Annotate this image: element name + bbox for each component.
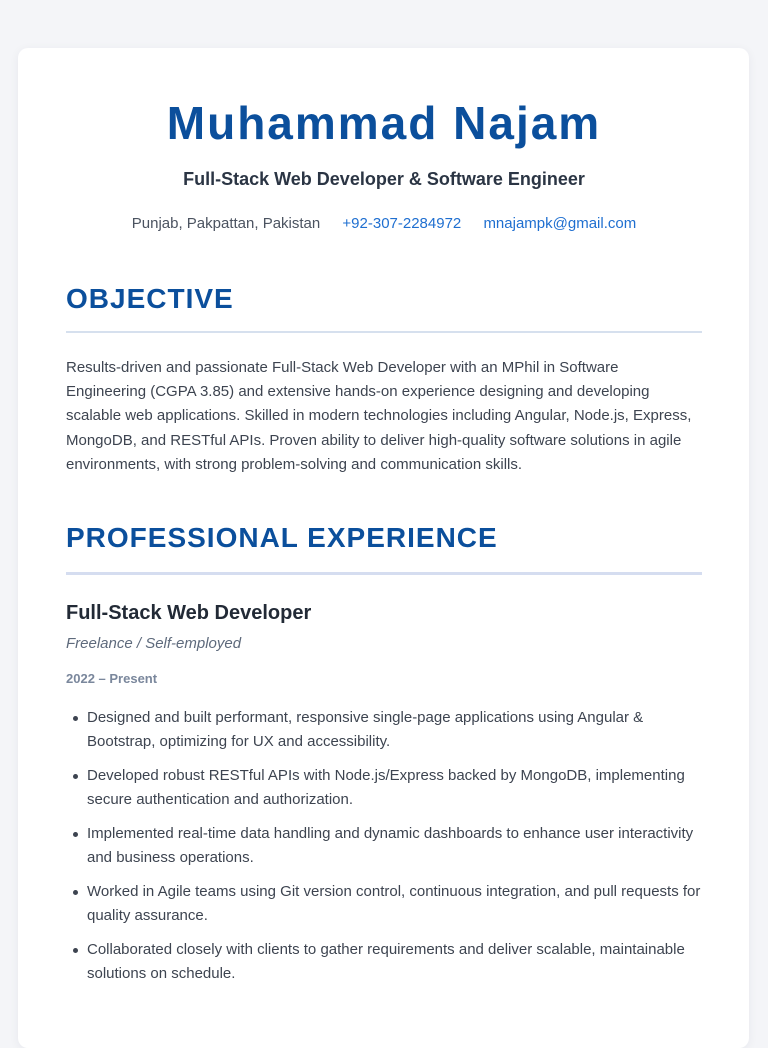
job-bullet <box>66 938 702 986</box>
job-bullet-list <box>66 706 702 996</box>
job-bullet <box>66 880 702 928</box>
job-dates: 2022 – Present <box>66 671 158 686</box>
job-title: Full-Stack Web Developer <box>66 602 312 624</box>
location-text: Punjab, Pakpattan, Pakistan <box>131 215 321 232</box>
job-bullet-text: Worked in Agile teams using Git version control, continuous integration, and pull requests for quality assurance. <box>87 883 701 924</box>
experience-divider <box>66 572 702 575</box>
job-bullet <box>66 764 702 812</box>
candidate-title: Full-Stack Web Developer & Software Engineer <box>183 169 585 189</box>
job-bullet-text: Designed and built performant, responsive single-page applications using Angular & Bootstrap, optimizing for UX and accessibility. <box>87 709 644 750</box>
job-bullet <box>66 822 702 870</box>
bullet-dot-icon <box>73 890 78 895</box>
job-company: Freelance / Self-employed <box>66 635 242 652</box>
bullet-dot-icon <box>73 774 78 779</box>
objective-text: Results-driven and passionate Full-Stack Web Developer with an MPhil in Software Engineering (CGPA 3.85) and extensive hands-on experience designing and developing scalable web applications. Skilled in modern technologies including Angular, Node.js, Express, MongoDB, and RESTful APIs. Proven ability to deliver high-quality software solutions in agile environments, with strong problem-solving and communication skills. <box>66 359 692 473</box>
phone-link[interactable]: +92-307-2284972 <box>342 215 462 232</box>
objective-divider <box>66 331 702 333</box>
contact-info <box>0 214 768 234</box>
job-bullet <box>66 706 702 754</box>
bullet-dot-icon <box>73 832 78 837</box>
bullet-dot-icon <box>73 948 78 953</box>
job-bullet-text: Implemented real-time data handling and dynamic dashboards to enhance user interactivity and business operations. <box>87 825 694 866</box>
job-bullet-text: Collaborated closely with clients to gather requirements and deliver scalable, maintainable solutions on schedule. <box>87 941 685 982</box>
objective-heading: OBJECTIVE <box>66 283 234 314</box>
job-bullet-text: Developed robust RESTful APIs with Node.js/Express backed by MongoDB, implementing secure authentication and authorization. <box>87 767 685 808</box>
experience-heading: PROFESSIONAL EXPERIENCE <box>66 522 498 553</box>
candidate-name: Muhammad Najam <box>166 97 602 149</box>
bullet-dot-icon <box>73 716 78 721</box>
email-link[interactable]: mnajampk@gmail.com <box>483 215 637 232</box>
